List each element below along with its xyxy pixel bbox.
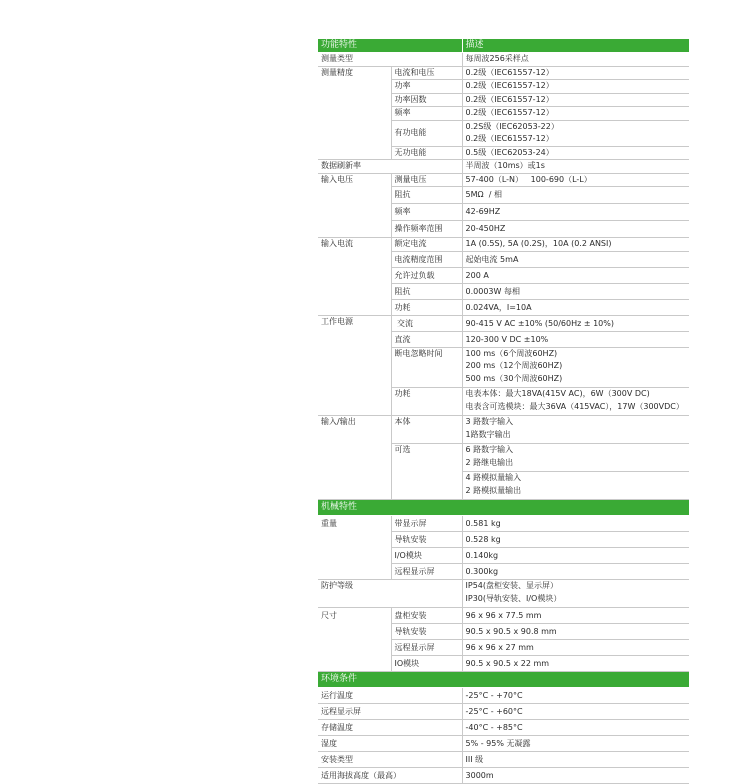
description-title: 描述	[462, 39, 689, 53]
table-row	[318, 107, 689, 121]
sub-label: 远程显示屏	[391, 564, 462, 580]
table-row	[318, 238, 689, 252]
sub-label: 操作频率范围	[391, 221, 462, 238]
table-row	[318, 315, 689, 331]
row-value	[462, 416, 689, 444]
table-row	[318, 267, 689, 283]
table-row	[318, 187, 689, 204]
sub-label: IO模块	[391, 656, 462, 672]
row-value: 96 x 96 x 77.5 mm	[462, 608, 689, 624]
sub-label: 频率	[391, 107, 462, 121]
row-value	[462, 388, 689, 416]
row-value: 0.2级（IEC61557-12）	[462, 80, 689, 94]
table-row	[318, 624, 689, 640]
sub-label: 本体	[391, 416, 462, 444]
table-row	[318, 640, 689, 656]
row-value: 0.2级（IEC61557-12）	[462, 93, 689, 107]
value-line: 200 ms（12个周波60HZ)	[465, 361, 563, 370]
spec-table	[318, 39, 689, 784]
row-label: 远程显示屏	[318, 704, 462, 720]
table-row	[318, 80, 689, 94]
row-label: 测量精度	[318, 66, 391, 80]
row-value: III 级	[462, 752, 689, 768]
row-value	[462, 472, 689, 500]
table-row	[318, 768, 689, 784]
table-row	[318, 388, 689, 416]
section-title: 环境条件	[318, 672, 689, 688]
value-line: 1路数字输出	[465, 429, 511, 439]
sub-label: 盘柜安装	[391, 608, 462, 624]
table-row	[318, 608, 689, 624]
sub-label: 功耗	[391, 299, 462, 315]
row-value: 5% - 95% 无凝露	[462, 736, 689, 752]
sub-label: 有功电能	[391, 120, 462, 146]
table-row	[318, 656, 689, 672]
value-line: 电表本体：最大18VA(415V AC)，6W（300V DC)	[465, 389, 650, 398]
table-row	[318, 580, 689, 608]
table-row	[318, 66, 689, 80]
section-header-mechanical	[318, 500, 689, 516]
value-line: 4 路模拟量输入	[465, 473, 522, 482]
section-header-environment	[318, 672, 689, 688]
row-label: 适用海拔高度（最高）	[318, 768, 462, 784]
table-row	[318, 146, 689, 160]
table-row	[318, 564, 689, 580]
row-value: 200 A	[462, 267, 689, 283]
value-line: 2 路模拟量输出	[465, 485, 522, 495]
sub-label: I/O模块	[391, 548, 462, 564]
row-value	[462, 120, 689, 146]
row-label: 防护等级	[318, 580, 462, 608]
table-row	[318, 516, 689, 532]
sub-label: 功耗	[391, 388, 462, 416]
table-row	[318, 173, 689, 187]
row-value: -25°C - +60°C	[462, 704, 689, 720]
row-value: 42-69HZ	[462, 204, 689, 221]
sub-label: 频率	[391, 204, 462, 221]
value-line: 500 ms（30个周波60HZ)	[465, 373, 563, 383]
row-value: 0.2级（IEC61557-12）	[462, 66, 689, 80]
row-value: 0.140kg	[462, 548, 689, 564]
sub-label: 直流	[391, 331, 462, 347]
table-row	[318, 93, 689, 107]
table-row	[318, 548, 689, 564]
sub-label: 带显示屏	[391, 516, 462, 532]
row-value: 半周波（10ms）或1s	[462, 160, 689, 174]
table-row	[318, 720, 689, 736]
table-row	[318, 204, 689, 221]
sub-label: 导轨安装	[391, 532, 462, 548]
row-value: 90-415 V AC ±10% (50/60Hz ± 10%)	[462, 315, 689, 331]
sub-label: 允许过负载	[391, 267, 462, 283]
row-value: 0.528 kg	[462, 532, 689, 548]
row-value: 90.5 x 90.5 x 90.8 mm	[462, 624, 689, 640]
sub-label: 可选	[391, 444, 462, 472]
row-value: 0.0003W 每相	[462, 283, 689, 299]
row-value: 1A (0.5S), 5A (0.2S)，10A (0.2 ANSI)	[462, 238, 689, 252]
row-value	[462, 444, 689, 472]
value-line: 0.2S级（IEC62053-22）	[465, 121, 559, 131]
sub-label: 测量电压	[391, 173, 462, 187]
sub-label: 远程显示屏	[391, 640, 462, 656]
sub-label: 功率	[391, 80, 462, 94]
sub-label: 功率因数	[391, 93, 462, 107]
value-line: 6 路数字输入	[465, 445, 514, 454]
table-row	[318, 251, 689, 267]
row-value: 起始电流 5mA	[462, 251, 689, 267]
row-label: 输入/输出	[318, 416, 391, 444]
row-value: -40°C - +85°C	[462, 720, 689, 736]
row-label: 湿度	[318, 736, 462, 752]
row-value: 90.5 x 90.5 x 22 mm	[462, 656, 689, 672]
row-value: 120-300 V DC ±10%	[462, 331, 689, 347]
sub-label: 导轨安装	[391, 624, 462, 640]
row-value: 0.5级（IEC62053-24）	[462, 146, 689, 160]
value-line: IP30(导轨安装、I/O模块）	[465, 593, 562, 603]
row-value: 20-450HZ	[462, 221, 689, 238]
sub-label: 无功电能	[391, 146, 462, 160]
row-label: 安装类型	[318, 752, 462, 768]
row-value: 5MΩ / 相	[462, 187, 689, 204]
table-row	[318, 299, 689, 315]
table-row	[318, 347, 689, 388]
sub-label: 断电忽略时间	[391, 347, 462, 388]
section-title: 机械特性	[318, 500, 689, 516]
value-line: 0.2级（IEC61557-12）	[465, 134, 554, 143]
row-value: 96 x 96 x 27 mm	[462, 640, 689, 656]
table-row	[318, 736, 689, 752]
row-value	[462, 347, 689, 388]
row-label: 工作电源	[318, 315, 391, 331]
table-row	[318, 283, 689, 299]
table-row	[318, 688, 689, 704]
table-row	[318, 444, 689, 472]
table-row	[318, 704, 689, 720]
row-label: 尺寸	[318, 608, 391, 624]
table-row	[318, 120, 689, 146]
sub-label: 额定电流	[391, 238, 462, 252]
row-value: -25°C - +70°C	[462, 688, 689, 704]
value-line: 2 路继电输出	[465, 457, 514, 467]
row-value: 每周波256采样点	[462, 53, 689, 67]
value-line: 电表含可选模块：最大36VA（415VAC），17W（300VDC）	[465, 401, 684, 411]
row-label: 运行温度	[318, 688, 462, 704]
table-row	[318, 472, 689, 500]
table-row	[318, 532, 689, 548]
table-row	[318, 331, 689, 347]
value-line: 3 路数字输入	[465, 417, 514, 426]
row-label: 数据刷新率	[318, 160, 462, 174]
row-value: 0.2级（IEC61557-12）	[462, 107, 689, 121]
row-value: 3000m	[462, 768, 689, 784]
table-row	[318, 752, 689, 768]
value-line: IP54(盘柜安装、显示屏）	[465, 581, 558, 590]
row-label: 输入电压	[318, 173, 391, 187]
row-label: 输入电流	[318, 238, 391, 252]
row-label: 存储温度	[318, 720, 462, 736]
row-label: 测量类型	[318, 53, 462, 67]
sub-label: 电流和电压	[391, 66, 462, 80]
row-value: 0.581 kg	[462, 516, 689, 532]
table-row	[318, 221, 689, 238]
sub-label: 交流	[391, 315, 462, 331]
section-title: 功能特性	[318, 39, 462, 53]
row-label: 重量	[318, 516, 391, 532]
row-value	[462, 580, 689, 608]
section-header-function	[318, 39, 689, 53]
sub-label: 电流精度范围	[391, 251, 462, 267]
value-line: 100 ms（6个周波60HZ)	[465, 348, 558, 358]
table-row	[318, 416, 689, 444]
table-row	[318, 53, 689, 67]
table-row	[318, 160, 689, 174]
row-value: 0.300kg	[462, 564, 689, 580]
row-value: 0.024VA，I=10A	[462, 299, 689, 315]
row-value: 57-400（L-N） 100-690（L-L）	[462, 173, 689, 187]
sub-label: 阻抗	[391, 283, 462, 299]
sub-label: 阻抗	[391, 187, 462, 204]
